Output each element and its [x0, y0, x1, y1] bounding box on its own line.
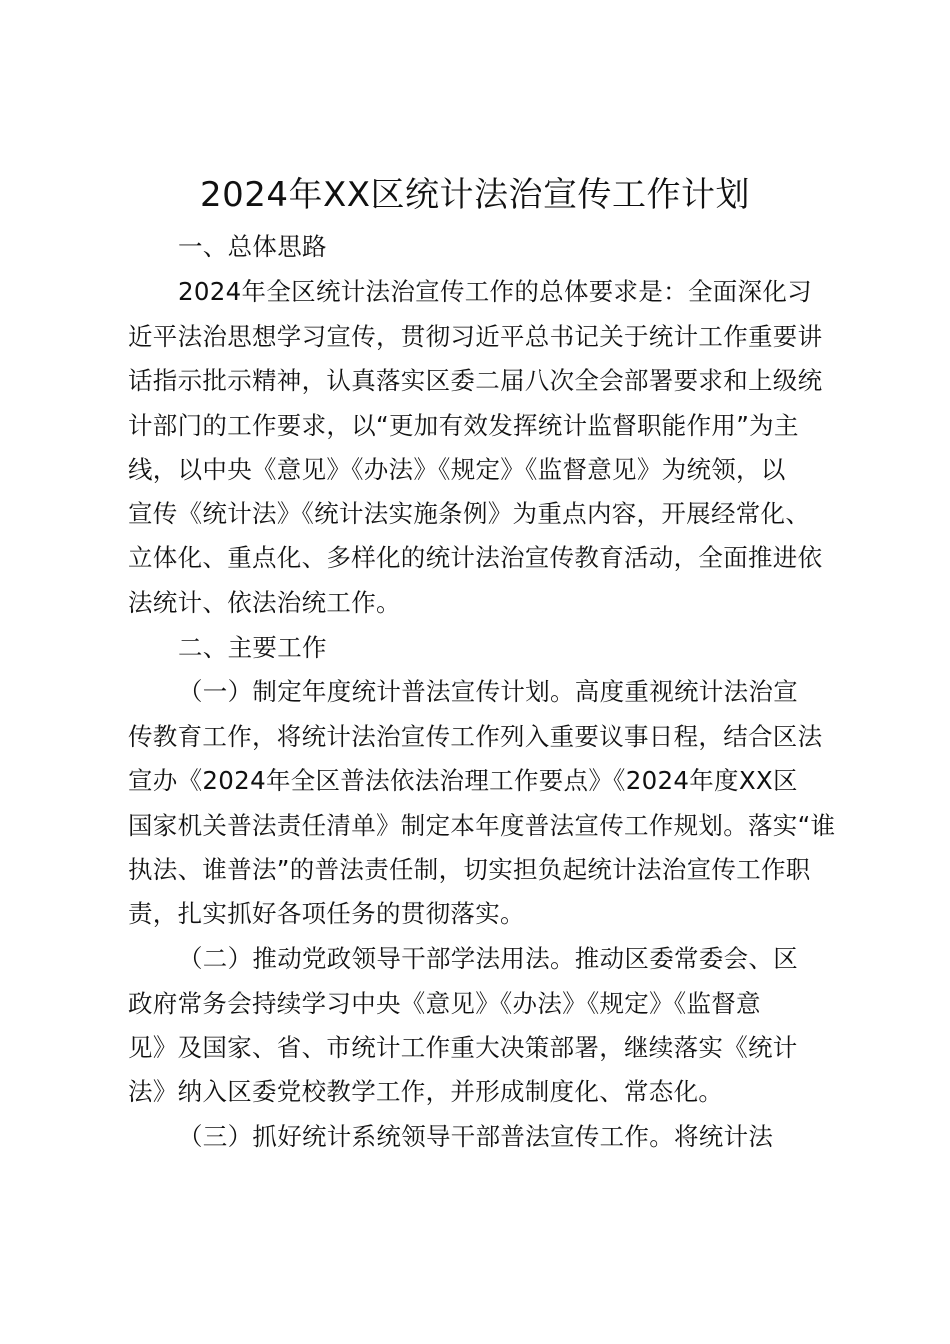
paragraph-line: 计部门的工作要求，以“更加有效发挥统计监督职能作用”为主 [128, 411, 799, 440]
paragraph-line: 见》及国家、省、市统计工作重大决策部署，继续落实《统计 [128, 1033, 798, 1062]
paragraph-line: 传教育工作，将统计法治宣传工作列入重要议事日程，结合区法 [128, 722, 823, 751]
paragraph-line: 线，以中央《意见》《办法》《规定》《监督意见》为统领，以 [128, 455, 786, 484]
paragraph-line: 执法、谁普法”的普法责任制，切实担负起统计法治宣传工作职 [128, 855, 811, 884]
paragraph-line: 近平法治思想学习宣传，贯彻习近平总书记关于统计工作重要讲 [128, 322, 823, 351]
section-heading-2: 二、主要工作 [178, 633, 327, 662]
paragraph-line: （一）制定年度统计普法宣传计划。高度重视统计法治宣 [178, 677, 798, 706]
paragraph-line: 法》纳入区委党校教学工作，并形成制度化、常态化。 [128, 1077, 724, 1106]
paragraph-line: 2024年全区统计法治宣传工作的总体要求是：全面深化习 [178, 277, 812, 306]
paragraph-line: 宣办《2024年全区普法依法治理工作要点》《2024年度XX区 [128, 766, 798, 795]
document-title: 2024年XX区统计法治宣传工作计划 [199, 175, 751, 215]
paragraph-line: 法统计、依法治统工作。 [128, 588, 401, 617]
paragraph-line: 宣传《统计法》《统计法实施条例》为重点内容，开展经常化、 [128, 499, 811, 528]
paragraph-line: （二）推动党政领导干部学法用法。推动区委常委会、区 [178, 944, 798, 973]
paragraph-line: （三）抓好统计系统领导干部普法宣传工作。将统计法 [178, 1122, 774, 1151]
section-heading-1: 一、总体思路 [178, 232, 327, 261]
paragraph-line: 立体化、重点化、多样化的统计法治宣传教育活动，全面推进依 [128, 543, 823, 572]
paragraph-line: 责，扎实抓好各项任务的贯彻落实。 [128, 899, 525, 928]
paragraph-line: 国家机关普法责任清单》制定本年度普法宣传工作规划。落实“谁 [128, 811, 836, 840]
paragraph-line: 政府常务会持续学习中央《意见》《办法》《规定》《监督意 [128, 989, 761, 1018]
paragraph-line: 话指示批示精神，认真落实区委二届八次全会部署要求和上级统 [128, 366, 823, 395]
